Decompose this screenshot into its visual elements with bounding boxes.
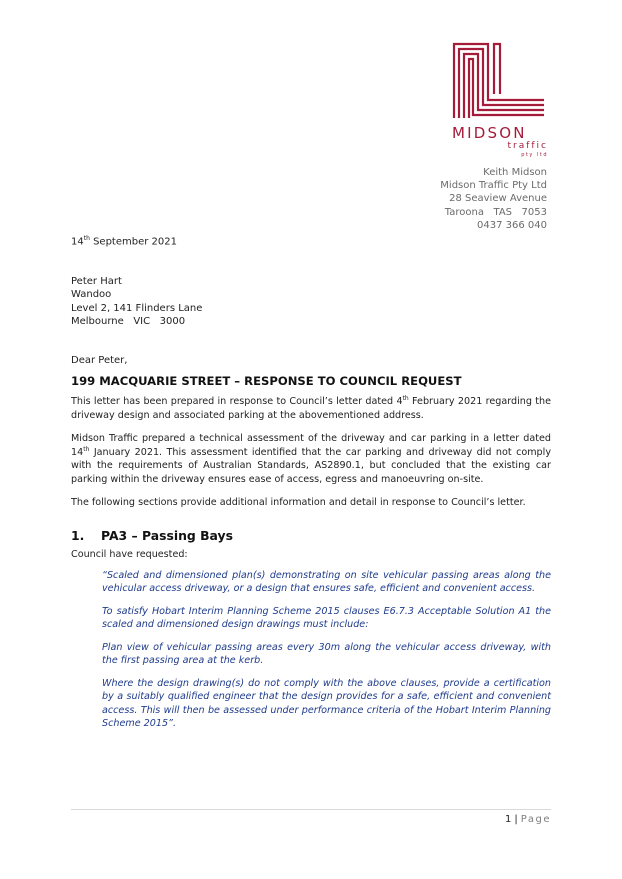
recipient-address [71, 275, 202, 329]
recipient-line: Level 2, 141 Flinders Lane [71, 302, 203, 314]
page-label: Page [520, 814, 551, 825]
section-heading [71, 528, 233, 543]
brand-name: MIDSON [452, 124, 527, 142]
paragraph-1 [71, 395, 551, 422]
quote-paragraph: To satisfy Hobart Interim Planning Scheme 2015 clauses E6.7.3 Acceptable Solution A1 the scaled and dimensioned design drawings must include: [102, 606, 551, 631]
page-footer [505, 814, 551, 825]
para1-after: February 2021 regarding the driveway design and associated parking at the abovementioned address. [71, 396, 551, 421]
sender-line: 0437 366 040 [477, 219, 547, 231]
quote-paragraph: Plan view of vehicular passing areas every 30m along the vehicular access driveway, with the first passing area at the kerb. [102, 642, 551, 667]
sender-line: Keith Midson [483, 167, 547, 178]
sender-line: 28 Seaview Avenue [449, 193, 547, 205]
date-suffix: th [83, 235, 90, 242]
midson-logo-icon [448, 40, 548, 120]
para1-before: This letter has been prepared in response to Council’s letter dated 4 [71, 396, 403, 407]
brand-sub-ptyltd: pty ltd [521, 152, 548, 158]
sender-address [440, 166, 547, 232]
page-number: 1 [505, 814, 512, 825]
letter-date [71, 235, 177, 247]
para2-sup: th [83, 445, 90, 453]
section-number: 1. [71, 528, 85, 543]
letter-heading: 199 MACQUARIE STREET – RESPONSE TO COUNCIL REQUEST [71, 374, 462, 388]
section-title: PA3 – Passing Bays [101, 528, 233, 543]
para2-after: January 2021. This assessment identified that the car parking and driveway did not comply with the requirements of Australian Standards, AS2890.1, but concluded that the existing car parking within the driveway ensures ease of access, egress and manoeuvring on-site. [71, 446, 551, 485]
paragraph-2 [71, 432, 551, 486]
recipient-line: Melbourne VIC 3000 [71, 316, 186, 328]
para2-before: Midson Traffic prepared a technical assessment of the driveway and car parking in a letter dated 14 [71, 433, 551, 458]
footer-separator: | [514, 814, 518, 825]
quote-paragraph: Where the design drawing(s) do not comply with the above clauses, provide a certification by a suitably qualified engineer that the design provides for a safe, efficient and convenient access. This will then be assessed under performance criteria of the Hobart Interim Planning Scheme 2015”. [102, 678, 551, 730]
sender-line: Taroona TAS 7053 [444, 206, 547, 218]
quote-paragraph: “Scaled and dimensioned plan(s) demonstrating on site vehicular passing areas along the vehicular access driveway, or a design that ensures safe, efficient and convenient access. [102, 570, 551, 595]
salutation: Dear Peter, [71, 355, 128, 366]
date-day: 14 [71, 236, 84, 248]
brand-sub: traffic [507, 141, 548, 151]
date-rest: September 2021 [89, 236, 177, 248]
footer-divider [71, 809, 551, 810]
paragraph-3: The following sections provide additional information and detail in response to Council’s letter. [71, 497, 526, 508]
recipient-line: Wandoo [71, 289, 112, 301]
recipient-line: Peter Hart [71, 276, 122, 287]
sender-line: Midson Traffic Pty Ltd [440, 180, 547, 192]
council-requested: Council have requested: [71, 549, 188, 560]
para1-sup: th [402, 394, 409, 402]
